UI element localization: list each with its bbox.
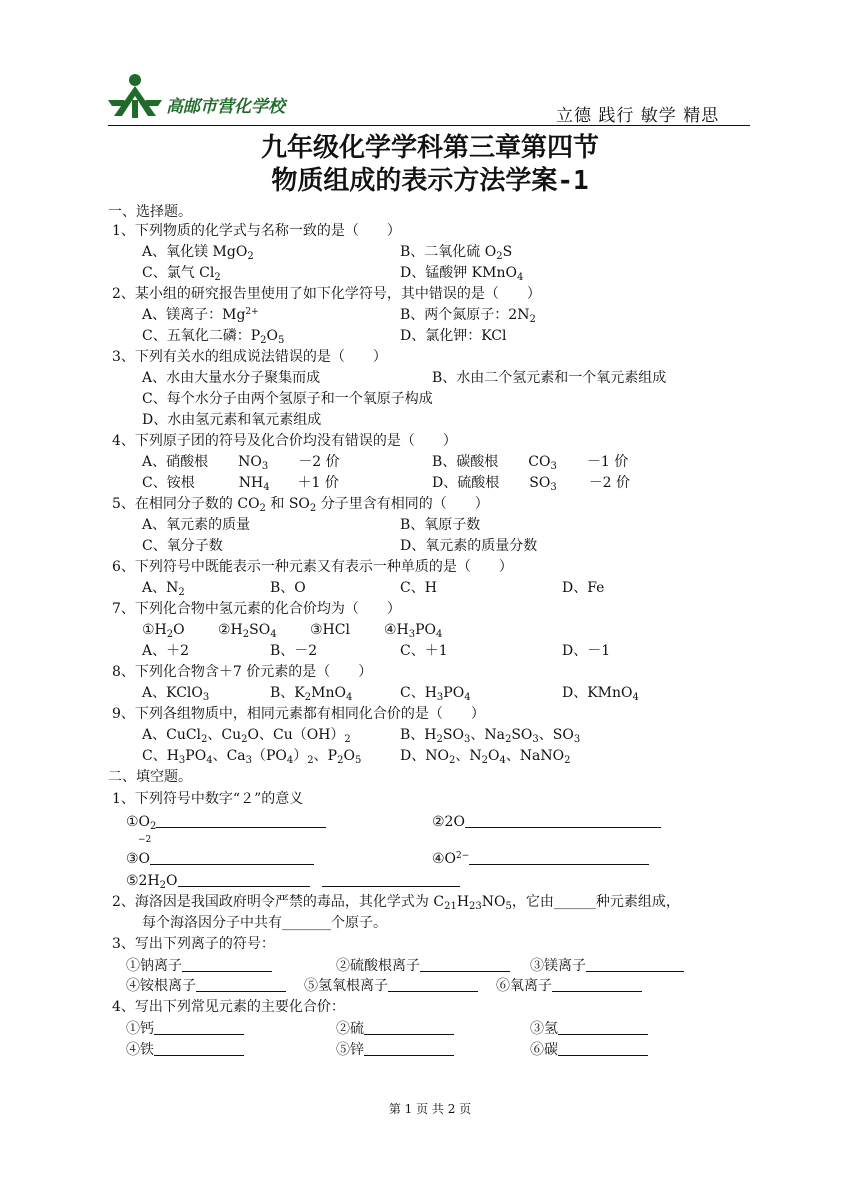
- fill-item: ③O: [126, 849, 314, 870]
- formula-item: ③HCl: [310, 622, 350, 638]
- option: C、$H_3PO_4$: [400, 685, 471, 703]
- fill-item: ③镁离子: [530, 956, 684, 977]
- fill-item: ⑥氧离子: [496, 976, 642, 997]
- answer-blank[interactable]: [182, 957, 272, 972]
- question-stem: 4、写出下列常见元素的主要化合价：: [112, 999, 345, 1015]
- option: C、氧分子数: [142, 538, 223, 554]
- fill-item: ①钠离子: [126, 956, 272, 977]
- page-number: 第 1 页 共 2 页: [388, 1102, 472, 1116]
- option: A、硝酸根 $NO_3 -2$ 价: [142, 454, 340, 472]
- question-stem: 7、下列化合物中氢元素的化合价均为（ ）: [112, 601, 401, 617]
- option: C、H: [400, 580, 437, 596]
- school-motto: 立德 践行 敏学 精思: [556, 106, 720, 126]
- option: D、氯化钾：KCl: [400, 328, 507, 344]
- school-name-calligraphy: 高邮市营化学校: [166, 97, 285, 117]
- option: C、五氧化二磷：$P_2O_5$: [142, 328, 285, 346]
- option: D、水由氢元素和氧元素组成: [142, 412, 322, 428]
- fill-item: $④O^{2-}$: [432, 849, 649, 870]
- option: A、镁离子：$Mg^{2+}$: [142, 307, 259, 323]
- fill-item: ⑥碳: [530, 1040, 648, 1061]
- question-stem: 2、某小组的研究报告里使用了如下化学符号，其中错误的是（ ）: [112, 286, 541, 302]
- fill-item: ⑤锌: [336, 1040, 454, 1061]
- option: A、CuCl$_2$、$Cu_2O$、$Cu(OH)_2$: [142, 727, 351, 745]
- option: B、O: [270, 580, 306, 596]
- fill-item: $①O_2$: [126, 812, 326, 833]
- question-stem: 1、下列物质的化学式与名称一致的是（ ）: [112, 223, 401, 239]
- answer-blank[interactable]: [322, 872, 460, 887]
- question-stem: 1、下列符号中数字“２”的意义: [112, 791, 304, 807]
- option: A、氧元素的质量: [142, 517, 251, 533]
- option: D、－1: [562, 643, 611, 659]
- answer-blank[interactable]: [154, 1041, 244, 1056]
- header-rule: [108, 125, 750, 126]
- answer-blank[interactable]: [469, 850, 649, 865]
- option: C、每个水分子由两个氢原子和一个氧原子构成: [142, 391, 433, 407]
- answer-blank[interactable]: [154, 1020, 244, 1035]
- answer-blank[interactable]: [586, 957, 684, 972]
- option: A、水由大量水分子聚集而成: [142, 370, 321, 386]
- option: A、氧化镁 MgO$_2$: [142, 244, 254, 262]
- option: D、$NO_2$、$N_2O_4$、NaNO$_2$: [400, 748, 571, 766]
- option: B、水由二个氢元素和一个氧元素组成: [432, 370, 667, 386]
- section-heading: 一、选择题。: [108, 204, 192, 220]
- option: D、硫酸根 $SO_3 -2$ 价: [432, 475, 631, 493]
- question-stem: 3、写出下列离子的符号：: [112, 936, 275, 952]
- option: D、Fe: [562, 580, 605, 596]
- answer-blank[interactable]: [388, 977, 478, 992]
- option: A、KClO$_3$: [142, 685, 210, 703]
- section-heading: 二、填空题。: [108, 769, 192, 785]
- option: B、－2: [270, 643, 318, 659]
- option: D、KMnO$_4$: [562, 685, 639, 703]
- page-title: 九年级化学学科第三章第四节: [260, 133, 599, 163]
- option: C、氯气 $Cl_2$: [142, 265, 221, 283]
- logo-emblem-icon: [106, 70, 164, 122]
- option: B、$H_2SO_3$、$Na_2SO_3$、$SO_3$: [400, 727, 581, 745]
- fill-item: $⑤2H_2O$: [126, 871, 460, 892]
- question-stem-continued: 每个海洛因分子中共有_______个原子。: [142, 915, 387, 931]
- option: C、$H_3PO_4$、$Ca_3(PO_4)_2$、$P_2O_5$: [142, 748, 362, 766]
- option: C、铵根 $NH_4 +1$ 价: [142, 475, 339, 493]
- answer-blank[interactable]: [364, 1020, 454, 1035]
- valence-mark: −2: [138, 835, 152, 845]
- option: C、＋1: [400, 643, 448, 659]
- page-subtitle: 物质组成的表示方法学案-1: [271, 166, 589, 196]
- fill-item: ②硫酸根离子: [336, 956, 510, 977]
- answer-blank[interactable]: [420, 957, 510, 972]
- question-stem: 3、下列有关水的组成说法错误的是（ ）: [112, 349, 387, 365]
- fill-item: ④铵根离子: [126, 976, 286, 997]
- question-stem: 4、下列原子团的符号及化合价均没有错误的是（ ）: [112, 433, 457, 449]
- option: B、二氧化硫 $O_2S$: [400, 244, 513, 262]
- answer-blank[interactable]: [364, 1041, 454, 1056]
- fill-item: ①钙: [126, 1019, 244, 1040]
- question-stem: 8、下列化合物含＋7 价元素的是（ ）: [112, 664, 373, 680]
- fill-item: ②硫: [336, 1019, 454, 1040]
- formula-item: $②H_2SO_4$: [218, 622, 277, 640]
- option: A、$N_2$: [142, 580, 185, 598]
- answer-blank[interactable]: [558, 1020, 648, 1035]
- question-stem: 9、下列各组物质中，相同元素都有相同化合价的是（ ）: [112, 706, 485, 722]
- school-logo: [106, 70, 164, 122]
- option: B、两个氮原子：$2N_2$: [400, 307, 536, 325]
- answer-blank[interactable]: [552, 977, 642, 992]
- answer-blank[interactable]: [178, 872, 310, 887]
- option: D、氧元素的质量分数: [400, 538, 538, 554]
- option: B、碳酸根 $CO_3 -1$ 价: [432, 454, 629, 472]
- answer-blank[interactable]: [558, 1041, 648, 1056]
- answer-blank[interactable]: [465, 813, 661, 828]
- fill-item: ④铁: [126, 1040, 244, 1061]
- answer-blank[interactable]: [196, 977, 286, 992]
- answer-blank[interactable]: [150, 850, 314, 865]
- formula-item: $④H_3PO_4$: [384, 622, 443, 640]
- answer-blank[interactable]: [156, 813, 326, 828]
- formula-item: $①H_2O$: [142, 622, 185, 640]
- option: D、锰酸钾 KMnO$_4$: [400, 265, 524, 283]
- question-stem: 2、海洛因是我国政府明令严禁的毒品，其化学式为 $C_{21}H_{23}NO_5$，它由______种元素组成，: [112, 894, 680, 912]
- question-stem: 5、在相同分子数的 $CO_2$ 和 $SO_2$ 分子里含有相同的（ ）: [112, 496, 489, 514]
- question-stem: 6、下列符号中既能表示一种元素又有表示一种单质的是（ ）: [112, 559, 513, 575]
- option: B、氧原子数: [400, 517, 481, 533]
- fill-item: ③氢: [530, 1019, 648, 1040]
- fill-item: ②2O: [432, 812, 661, 833]
- option: B、$K_2MnO_4$: [270, 685, 353, 703]
- option: A、＋2: [142, 643, 190, 659]
- fill-item: ⑤氢氧根离子: [304, 976, 478, 997]
